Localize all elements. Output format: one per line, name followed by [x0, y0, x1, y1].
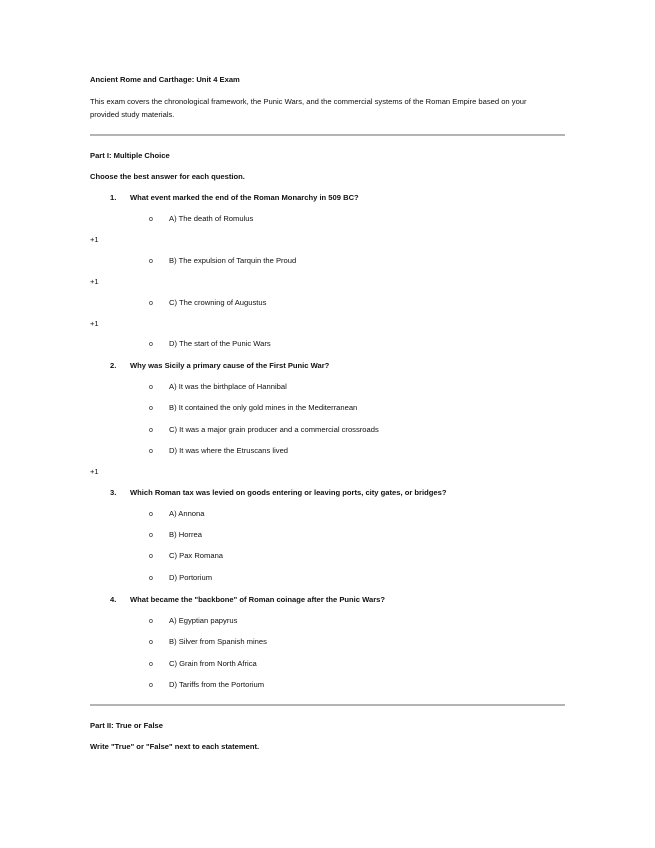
- part2-instruction: Write "True" or "False" next to each statement.: [90, 742, 260, 751]
- section-divider: [90, 704, 565, 706]
- bullet-icon: o: [149, 639, 153, 646]
- bullet-icon: o: [149, 300, 153, 307]
- answer-option: D) It was where the Etruscans lived: [169, 446, 289, 455]
- part1-instruction: Choose the best answer for each question.: [90, 172, 245, 181]
- bullet-icon: o: [149, 405, 153, 412]
- question-number: 1.: [110, 193, 117, 202]
- bullet-icon: o: [149, 553, 153, 560]
- plus-one-label: +1: [90, 319, 99, 328]
- part1-heading: Part I: Multiple Choice: [90, 151, 170, 160]
- question-number: 2.: [110, 361, 117, 370]
- section-divider: [90, 134, 565, 136]
- answer-option: C) Grain from North Africa: [169, 659, 257, 668]
- answer-option: A) Annona: [169, 509, 205, 518]
- question-text: Which Roman tax was levied on goods entering or leaving ports, city gates, or bridges?: [130, 488, 447, 497]
- question-text: Why was Sicily a primary cause of the First Punic War?: [130, 361, 330, 370]
- exam-title: Ancient Rome and Carthage: Unit 4 Exam: [90, 75, 240, 84]
- plus-one-label: +1: [90, 235, 99, 244]
- answer-option: B) It contained the only gold mines in the Mediterranean: [169, 403, 358, 412]
- plus-one-label: +1: [90, 467, 99, 476]
- part2-heading: Part II: True or False: [90, 721, 164, 730]
- question-number: 3.: [110, 488, 117, 497]
- intro-text-line2: provided study materials.: [90, 110, 175, 119]
- answer-option: A) It was the birthplace of Hannibal: [169, 382, 287, 391]
- answer-option: D) The start of the Punic Wars: [169, 339, 271, 348]
- bullet-icon: o: [149, 532, 153, 539]
- bullet-icon: o: [149, 448, 153, 455]
- bullet-icon: o: [149, 618, 153, 625]
- question-text: What event marked the end of the Roman Monarchy in 509 BC?: [130, 193, 359, 202]
- answer-option: C) The crowning of Augustus: [169, 298, 267, 307]
- answer-option: B) Horrea: [169, 530, 202, 539]
- bullet-icon: o: [149, 427, 153, 434]
- bullet-icon: o: [149, 661, 153, 668]
- answer-option: A) Egyptian papyrus: [169, 616, 238, 625]
- bullet-icon: o: [149, 511, 153, 518]
- bullet-icon: o: [149, 341, 153, 348]
- bullet-icon: o: [149, 216, 153, 223]
- bullet-icon: o: [149, 575, 153, 582]
- question-text: What became the "backbone" of Roman coinage after the Punic Wars?: [130, 595, 386, 604]
- answer-option: D) Tariffs from the Portorium: [169, 680, 265, 689]
- bullet-icon: o: [149, 384, 153, 391]
- intro-text-line1: This exam covers the chronological framework, the Punic Wars, and the commercial systems of the Roman Empire based on your: [90, 97, 527, 106]
- bullet-icon: o: [149, 682, 153, 689]
- answer-option: C) Pax Romana: [169, 551, 224, 560]
- question-number: 4.: [110, 595, 117, 604]
- answer-option: B) The expulsion of Tarquin the Proud: [169, 256, 297, 265]
- answer-option: A) The death of Romulus: [169, 214, 254, 223]
- answer-option: D) Portorium: [169, 573, 213, 582]
- bullet-icon: o: [149, 258, 153, 265]
- answer-option: B) Silver from Spanish mines: [169, 637, 267, 646]
- answer-option: C) It was a major grain producer and a commercial crossroads: [169, 425, 379, 434]
- plus-one-label: +1: [90, 277, 99, 286]
